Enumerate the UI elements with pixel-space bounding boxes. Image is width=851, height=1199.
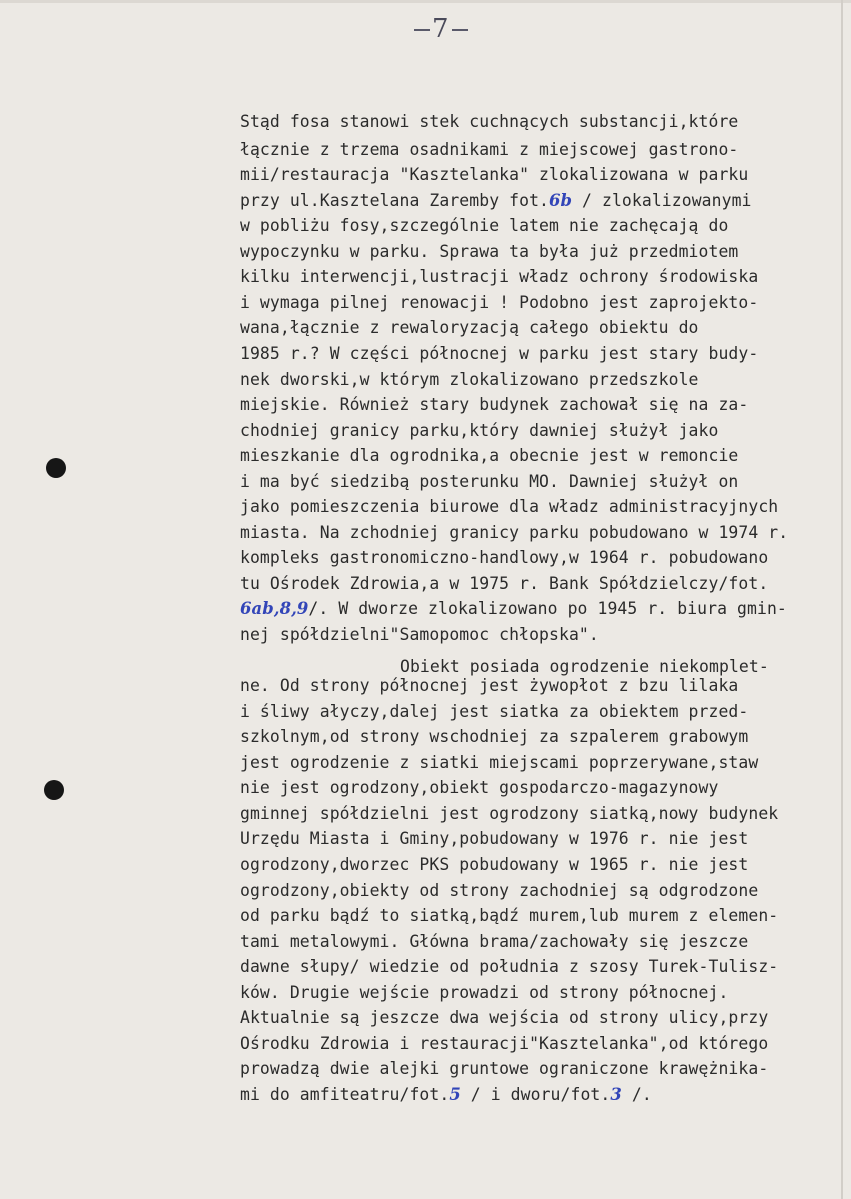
page-number: [412, 14, 470, 44]
text-line: [240, 702, 748, 722]
typed-segment: kilku interwencji,lustracji władz ochrony środowiska: [240, 267, 759, 286]
typed-segment: prowadzą dwie alejki gruntowe ograniczone krawężnika-: [240, 1059, 769, 1078]
typed-segment: / i dworu/fot.: [460, 1085, 611, 1104]
text-line: [240, 829, 748, 849]
text-line: [240, 778, 718, 798]
typed-segment: dawne słupy/ wiedzie od południa z szosy Turek-Tulisz-: [240, 957, 779, 976]
text-line: [240, 1034, 768, 1054]
typed-segment: i ma być siedzibą posterunku MO. Dawniej służył on: [240, 472, 739, 491]
typed-segment: kompleks gastronomiczno-handlowy,w 1964 r. pobudowano: [240, 548, 769, 567]
typed-segment: /.: [621, 1085, 652, 1104]
typed-segment: miasta. Na zchodniej granicy parku pobudowano w 1974 r.: [240, 523, 789, 542]
typed-segment: jako pomieszczenia biurowe dla władz administracyjnych: [240, 497, 779, 516]
typed-segment: gminnej spółdzielni jest ogrodzony siatką,nowy budynek: [240, 804, 779, 823]
typed-segment: nie jest ogrodzony,obiekt gospodarczo-magazynowy: [240, 778, 719, 797]
text-line: [240, 216, 728, 236]
typed-segment: / zlokalizowanymi: [572, 191, 752, 210]
typed-segment: tami metalowymi. Główna brama/zachowały się jeszcze: [240, 932, 749, 951]
typed-segment: nej spółdzielni"Samopomoc chłopska".: [240, 625, 599, 644]
typed-segment: ogrodzony,dworzec PKS pobudowany w 1965 r. nie jest: [240, 855, 749, 874]
typed-segment: przy ul.Kasztelana Zaremby fot.: [240, 191, 550, 210]
text-line: [240, 957, 778, 977]
page-number-dash-left: [414, 29, 430, 31]
text-line: [240, 293, 758, 313]
typed-segment: ków. Drugie wejście prowadzi od strony północnej.: [240, 983, 729, 1002]
text-line: [240, 523, 788, 543]
text-line: [240, 548, 768, 568]
text-line: [240, 472, 738, 492]
text-line: [240, 625, 599, 645]
text-line: [240, 165, 748, 185]
text-line: [400, 657, 769, 677]
typed-segment: ogrodzony,obiekty od strony zachodniej są odgrodzone: [240, 881, 759, 900]
typed-segment: /. W dworze zlokalizowano po 1945 r. biura gmin-: [308, 599, 787, 618]
typed-segment: łącznie z trzema osadnikami z miejscowej gastrono-: [240, 140, 739, 159]
text-line: [240, 727, 748, 747]
punch-hole-upper: [46, 458, 66, 478]
typed-segment: mii/restauracja "Kasztelanka" zlokalizowana w parku: [240, 165, 749, 184]
text-line: [240, 753, 758, 773]
text-line: [240, 242, 738, 262]
text-line: [240, 932, 748, 952]
typed-segment: miejskie. Również stary budynek zachował się na za-: [240, 395, 749, 414]
typed-segment: 1985 r.? W części północnej w parku jest stary budy-: [240, 344, 759, 363]
handwritten-annotation: 6b: [549, 191, 573, 210]
page-number-dash-right: [452, 29, 468, 31]
text-line: [240, 676, 738, 696]
typed-segment: od parku bądź to siatką,bądź murem,lub murem z elemen-: [240, 906, 779, 925]
typed-segment: Stąd fosa stanowi stek cuchnących substancji,które: [240, 112, 739, 131]
typed-segment: ne. Od strony północnej jest żywopłot z bzu lilaka: [240, 676, 739, 695]
text-line: [240, 267, 758, 287]
text-line: [240, 1085, 652, 1105]
text-line: [240, 497, 778, 517]
typed-segment: nek dworski,w którym zlokalizowano przedszkole: [240, 370, 699, 389]
text-line: [240, 855, 748, 875]
text-line: [240, 983, 728, 1003]
text-line: [240, 574, 768, 594]
typed-segment: szkolnym,od strony wschodniej za szpalerem grabowym: [240, 727, 749, 746]
page-top-edge: [0, 0, 851, 3]
handwritten-annotation: 6ab,8,9: [240, 599, 309, 618]
text-line: [240, 191, 752, 211]
typed-segment: tu Ośrodek Zdrowia,a w 1975 r. Bank Spółdzielczy/fot.: [240, 574, 769, 593]
text-line: [240, 906, 778, 926]
text-line: [240, 344, 758, 364]
text-line: [240, 446, 738, 466]
typed-segment: wypoczynku w parku. Sprawa ta była już przedmiotem: [240, 242, 739, 261]
text-line: [240, 112, 738, 132]
text-line: [240, 881, 758, 901]
typed-segment: w pobliżu fosy,szczególnie latem nie zachęcają do: [240, 216, 729, 235]
text-line: [240, 140, 738, 160]
typed-segment: Ośrodku Zdrowia i restauracji"Kasztelanka",od którego: [240, 1034, 769, 1053]
typed-segment: jest ogrodzenie z siatki miejscami poprzerywane,staw: [240, 753, 759, 772]
text-line: [240, 421, 718, 441]
text-line: [240, 1059, 768, 1079]
typed-segment: Aktualnie są jeszcze dwa wejścia od strony ulicy,przy: [240, 1008, 769, 1027]
typed-segment: Obiekt posiada ogrodzenie niekomplet-: [400, 657, 769, 676]
text-line: [240, 1008, 768, 1028]
typed-segment: i wymaga pilnej renowacji ! Podobno jest zaprojekto-: [240, 293, 759, 312]
text-line: [240, 395, 748, 415]
typed-segment: chodniej granicy parku,który dawniej służył jako: [240, 421, 719, 440]
text-line: [240, 804, 778, 824]
text-line: [240, 318, 699, 338]
handwritten-annotation: 5: [449, 1085, 461, 1104]
typed-segment: wana,łącznie z rewaloryzacją całego obiektu do: [240, 318, 699, 337]
handwritten-annotation: 3: [610, 1085, 622, 1104]
text-line: [240, 599, 787, 619]
typed-segment: mi do amfiteatru/fot.: [240, 1085, 450, 1104]
text-line: [240, 370, 699, 390]
punch-hole-lower: [44, 780, 64, 800]
page-right-edge: [841, 0, 843, 1199]
typed-segment: i śliwy ałyczy,dalej jest siatka za obiektem przed-: [240, 702, 749, 721]
typed-segment: Urzędu Miasta i Gminy,pobudowany w 1976 r. nie jest: [240, 829, 749, 848]
page-number-text: 7: [432, 14, 450, 44]
typed-segment: mieszkanie dla ogrodnika,a obecnie jest w remoncie: [240, 446, 739, 465]
